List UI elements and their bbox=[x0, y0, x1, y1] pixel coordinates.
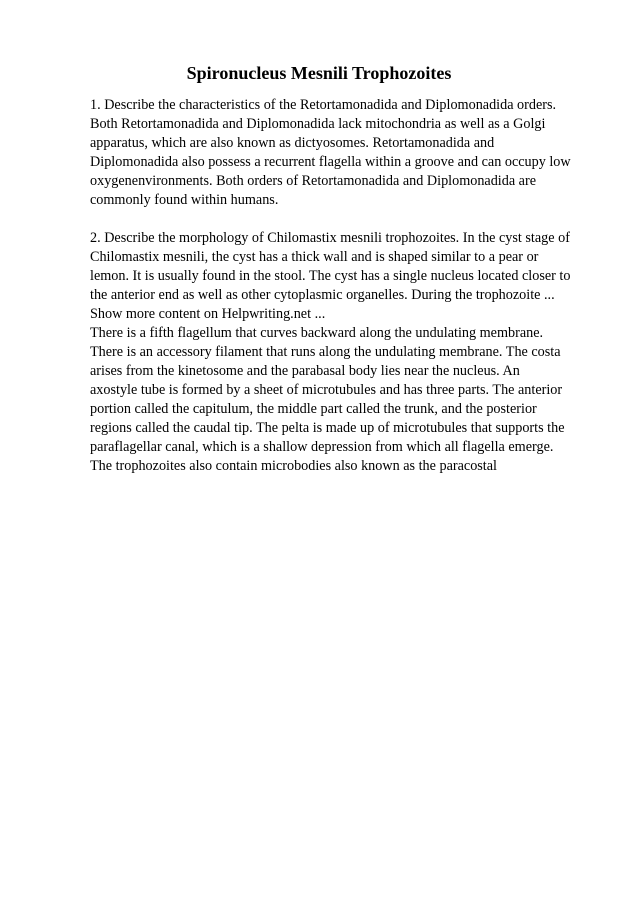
text-line: 1. Describe the characteristics of the Retortamonadida and Diplomonadida orders. bbox=[90, 97, 557, 113]
paragraph-2 bbox=[90, 229, 590, 305]
text-line: paraflagellar canal, which is a shallow depression from which all flagella emerge. bbox=[90, 439, 554, 455]
text-line: Chilomastix mesnili, the cyst has a thick wall and is shaped similar to a pear or bbox=[90, 249, 539, 265]
paragraph-3 bbox=[90, 324, 590, 476]
text-line: axostyle tube is formed by a sheet of microtubules and has three parts. The anterior bbox=[90, 382, 563, 398]
text-line: the anterior end as well as other cytoplasmic organelles. During the trophozoite ... bbox=[90, 287, 555, 303]
text-line: arises from the kinetosome and the parabasal body lies near the nucleus. An bbox=[90, 363, 520, 379]
document-body bbox=[90, 96, 590, 476]
text-line: regions called the caudal tip. The pelta is made up of microtubules that supports the bbox=[90, 420, 565, 436]
text-line: lemon. It is usually found in the stool. The cyst has a single nucleus located closer to bbox=[90, 268, 571, 284]
text-line: oxygenenvironments. Both orders of Retortamonadida and Diplomonadida are bbox=[90, 173, 537, 189]
text-line: There is an accessory filament that runs along the undulating membrane. The costa bbox=[90, 344, 561, 360]
text-line: Diplomonadida also possess a recurrent flagella within a groove and can occupy low bbox=[90, 154, 571, 170]
text-line: There is a fifth flagellum that curves backward along the undulating membrane. bbox=[90, 325, 544, 341]
show-more-link[interactable]: Show more content on Helpwriting.net ... bbox=[90, 306, 326, 322]
text-line: Both Retortamonadida and Diplomonadida lack mitochondria as well as a Golgi bbox=[90, 116, 546, 132]
text-line: apparatus, which are also known as dictyosomes. Retortamonadida and bbox=[90, 135, 495, 151]
document-title: Spironucleus Mesnili Trophozoites bbox=[186, 63, 452, 83]
text-line: commonly found within humans. bbox=[90, 192, 279, 208]
text-line: 2. Describe the morphology of Chilomastix mesnili trophozoites. In the cyst stage of bbox=[90, 230, 570, 246]
paragraph-gap bbox=[90, 210, 590, 229]
text-line: The trophozoites also contain microbodies also known as the paracostal bbox=[90, 458, 497, 474]
paragraph-1 bbox=[90, 96, 590, 210]
text-line: portion called the capitulum, the middle part called the trunk, and the posterior bbox=[90, 401, 537, 417]
